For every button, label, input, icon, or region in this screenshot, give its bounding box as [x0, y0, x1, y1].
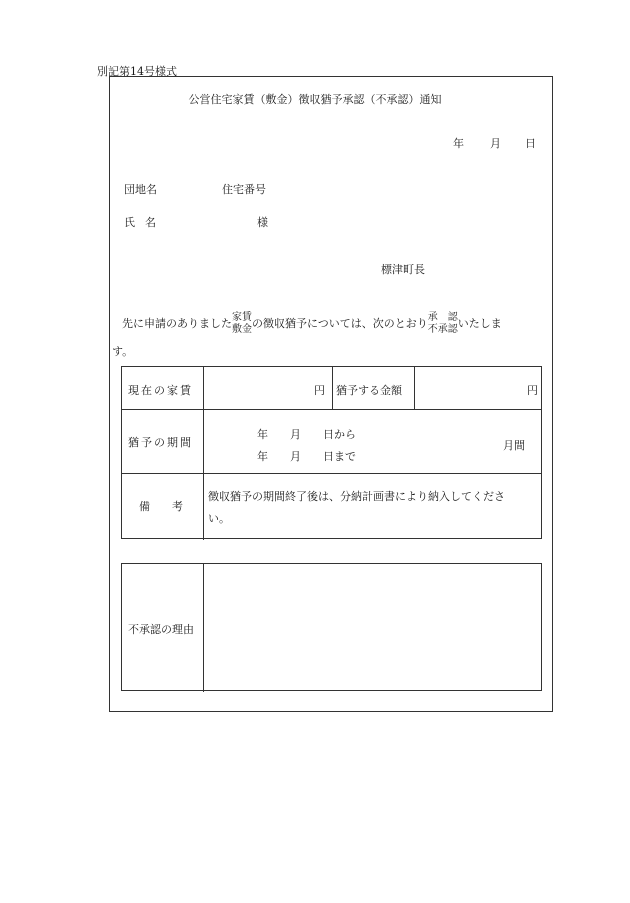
body-text-4: す。	[112, 345, 134, 358]
danchi-label: 団地名	[124, 183, 157, 196]
col-divider	[332, 367, 333, 409]
option-approve: 承 認	[427, 312, 458, 323]
col-divider	[203, 564, 204, 692]
rent-yen: 円	[314, 384, 325, 397]
period-from: 年 月 日から	[257, 428, 356, 441]
option-rent: 家賃	[232, 312, 252, 323]
period-months: 月間	[503, 439, 525, 452]
document-title: 公営住宅家賃（敷金）徴収猶予承認（不承認）通知	[188, 93, 442, 106]
body-text-3: いたしま	[457, 317, 502, 330]
option-reject: 不承認	[427, 324, 458, 335]
remarks-label: 備 考	[139, 500, 183, 513]
option-approve-reject	[428, 312, 458, 336]
sender-mayor: 標津町長	[381, 263, 425, 276]
jutaku-number-label: 住宅番号	[222, 183, 266, 196]
option-rent-deposit	[232, 312, 252, 336]
deferral-table	[121, 366, 542, 539]
row-divider	[122, 409, 541, 410]
row-divider	[122, 473, 541, 474]
body-paragraph	[122, 312, 502, 336]
col-divider	[203, 367, 204, 540]
option-deposit: 敷金	[232, 324, 252, 335]
deferral-amount-label: 猶予する金額	[336, 384, 402, 397]
remarks-line-1: 徴収猶予の期間終了後は、分納計画書により納入してくださ	[208, 490, 505, 503]
rejection-reason-table	[121, 563, 542, 691]
remarks-line-2: い。	[208, 512, 230, 525]
date-year: 年	[453, 137, 464, 150]
amount-yen: 円	[527, 384, 538, 397]
date-day: 日	[525, 137, 536, 150]
body-text-2: の徴収猶予については、次のとおり	[252, 317, 428, 330]
honorific-sama: 様	[257, 216, 268, 229]
form-number: 別記第14号様式	[97, 65, 177, 78]
deferral-period-label: 猶予の期間	[128, 436, 193, 449]
body-text-1: 先に申請のありました	[122, 317, 232, 330]
rejection-reason-label: 不承認の理由	[128, 623, 194, 636]
period-to: 年 月 日まで	[257, 450, 356, 463]
current-rent-label: 現在の家賃	[128, 384, 193, 397]
name-label: 氏名	[124, 216, 166, 229]
col-divider	[414, 367, 415, 409]
date-month: 月	[490, 137, 501, 150]
